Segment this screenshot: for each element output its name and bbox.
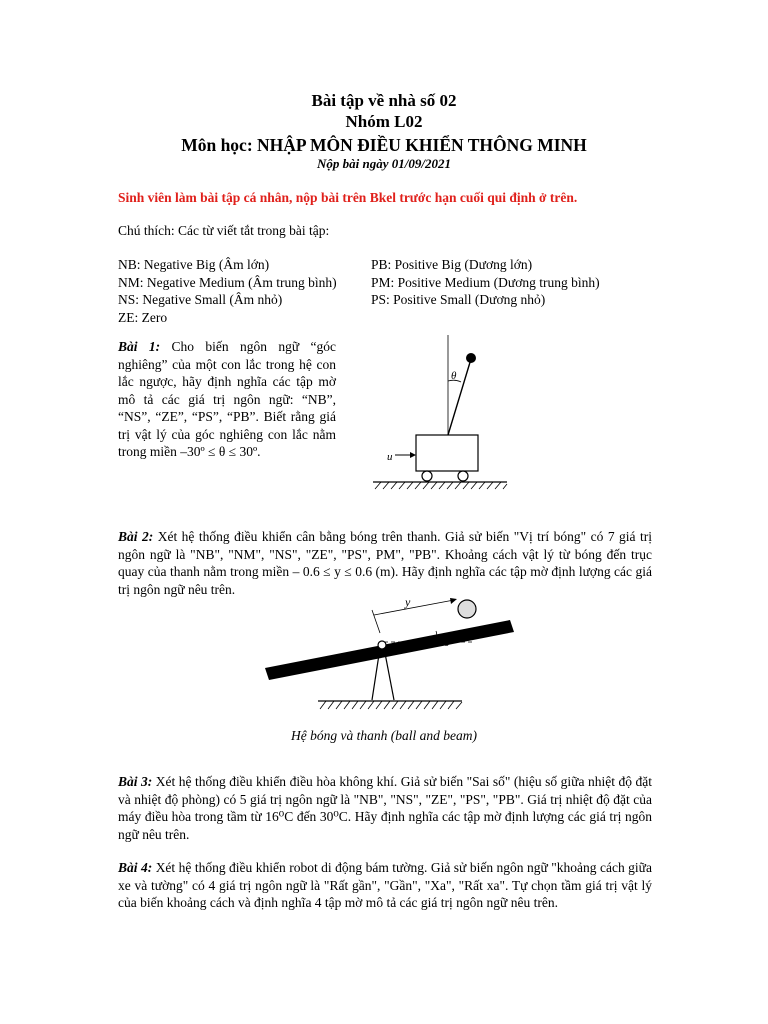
bai1-paragraph [118,338,336,461]
submit-date: Nộp bài ngày 01/09/2021 [317,156,451,171]
y-dimension-line [374,600,454,615]
abbrev-ps: PS: Positive Small (Dương nhỏ) [371,292,546,307]
abbrev-ze: ZE: Zero [118,309,168,325]
bai3-paragraph [118,773,652,843]
y-tick-pivot [372,610,380,633]
bai2-text: Xét hệ thống điều khiển cân bằng bóng trên thanh. Giả sử biến "Vị trí bóng" có 7 giá trị ngôn ngữ là "NB", "NM", "NS", "ZE", "PS", PM", "PB". Khoảng cách vật lý từ bóng đến trục quay của thanh nằm trong miền – 0.6 ≤ y ≤ 0.6 (m). Hãy định nghĩa các tập mờ định lượng các giá trị ngôn ngữ nêu trên. [118,529,653,597]
abbrev-ns: NS: Negative Small (Âm nhỏ) [118,292,283,307]
beam [265,620,514,680]
beam-ground-hatch [320,701,462,709]
bai1-label: Bài 1: [118,339,161,354]
beam-theta-label: θ [444,635,450,649]
title-group: Nhóm L02 [345,112,423,131]
y-arrow-head [450,598,457,604]
bai4-text: Xét hệ thống điều khiển robot di động bám tường. Giả sử biến ngôn ngữ "khoảng cách giữa xe và tường" có 4 giá trị ngôn ngữ là "Rất gần", "Gần", "Xa", "Rất xa". Tự chọn tầm giá trị vật lý của biến khoảng cách và định nghĩa 4 tập mờ mô tả các giá trị ngôn ngữ nêu trên. [118,860,652,910]
notice: Sinh viên làm bài tập cá nhân, nộp bài trên Bkel trước hạn cuối qui định ở trên. [118,190,578,205]
ball [458,600,476,618]
bai2-paragraph [118,528,652,598]
bai2-label: Bài 2: [118,529,154,544]
bai4-paragraph [118,859,652,912]
pendulum-bob [466,353,476,363]
abbrev-right [371,256,651,309]
ball-and-beam-figure [260,590,520,720]
bai1-text: Cho biến ngôn ngữ “góc nghiêng” của một con lắc trong hệ con lắc ngược, hãy định nghĩa các tập mờ mô tả các giá trị ngôn ngữ: “NB”, “NS”, “ZE”, “PS”, “PB”. Biết rằng giá trị vật lý của góc nghiêng con lắc nằm trong miền –30º ≤ θ ≤ 30º. [118,339,336,459]
theta-label: θ [451,370,457,382]
ground-hatch [375,482,507,489]
y-label: y [405,595,411,609]
cart-wheel-right [458,471,468,481]
abbrev-nm: NM: Negative Medium (Âm trung bình) [118,274,337,290]
title-homework: Bài tập về nhà số 02 [311,91,457,110]
abbrev-nb: NB: Negative Big (Âm lớn) [118,257,270,272]
pivot [378,641,386,649]
abbrev-intro: Chú thích: Các từ viết tắt trong bài tập: [118,223,330,238]
cart-body [416,435,478,471]
abbrev-left [118,256,368,326]
title-course: Môn học: NHẬP MÔN ĐIỀU KHIỂN THÔNG MINH [181,135,587,155]
bai4-label: Bài 4: [118,860,153,875]
abbrev-pm: PM: Positive Medium (Dương trung bình) [371,274,600,290]
inverted-pendulum-figure [365,335,515,495]
force-label: u [387,451,393,463]
figure-caption: Hệ bóng và thanh (ball and beam) [291,728,477,743]
force-arrow-head [410,452,416,458]
bai3-text: Xét hệ thống điều khiển điều hòa không khí. Giả sử biến "Sai số" (hiệu số giữa nhiệt độ đặt và nhiệt độ phòng) có 5 giá trị ngôn ngữ là "NB", "NS", "ZE", "PS", "PB". Giá trị nhiệt độ đặt của máy điều hòa trong tầm từ 16⁰C đến 30⁰C. Hãy định nghĩa các tập mờ định lượng các giá trị ngôn ngữ nêu trên. [118,774,652,842]
abbrev-pb: PB: Positive Big (Dương lớn) [371,257,533,272]
cart-wheel-left [422,471,432,481]
bai3-label: Bài 3: [118,774,153,789]
